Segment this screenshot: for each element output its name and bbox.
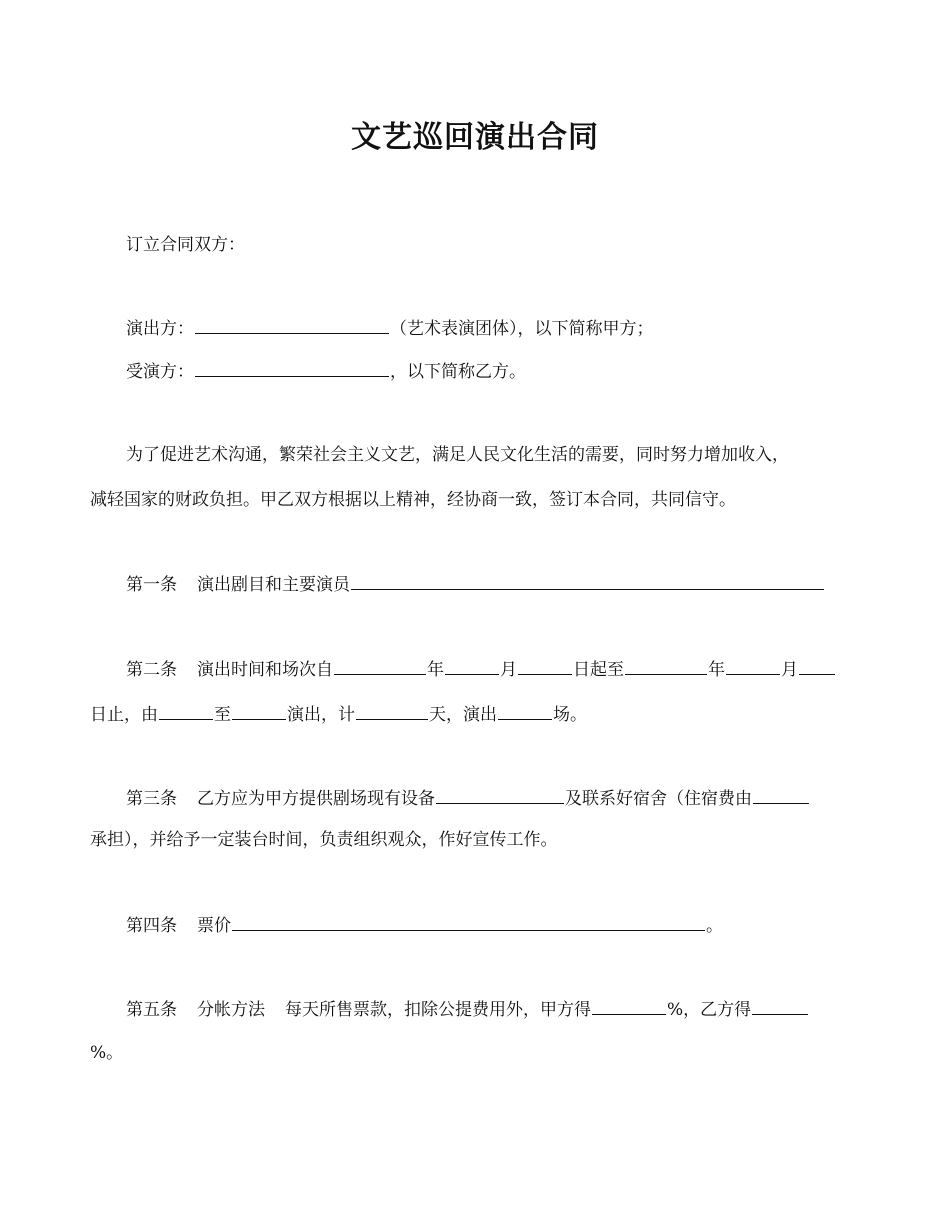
year-label: 年: [427, 660, 444, 680]
parties-intro: 订立合同双方：: [126, 235, 245, 255]
shows-label: 场。: [553, 705, 587, 725]
article-2-line-1: [126, 658, 836, 681]
article-3-line-2: 承担），并给予一定装台时间，负责组织观众，作好宣传工作。: [90, 830, 558, 850]
year-label-2: 年: [708, 660, 725, 680]
start-month-blank[interactable]: [445, 658, 499, 675]
party-b-share-blank[interactable]: [752, 998, 808, 1015]
month-label: 月: [500, 660, 517, 680]
start-year-blank[interactable]: [334, 658, 426, 675]
article-5-text: 每天所售票款，扣除公提费用外，甲方得: [285, 1000, 591, 1020]
article-4: [126, 914, 723, 937]
from-place-blank[interactable]: [159, 703, 213, 720]
to-place-blank[interactable]: [232, 703, 286, 720]
repertoire-blank[interactable]: [351, 573, 824, 590]
perform-label: 演出，计: [287, 705, 355, 725]
day-to-label: 日止，由: [90, 705, 158, 725]
shows-count-blank[interactable]: [498, 703, 552, 720]
article-5-line-2: %。: [90, 1043, 124, 1063]
article-4-end: 。: [706, 916, 723, 936]
ticket-price-blank[interactable]: [232, 914, 705, 931]
performer-label: 演出方：: [126, 319, 194, 339]
performer-suffix: （艺术表演团体），以下简称甲方；: [390, 319, 654, 339]
ticket-price-label: 票价: [197, 916, 231, 936]
article-5-heading: 第五条: [126, 1000, 177, 1020]
lodging-payer-blank[interactable]: [753, 787, 809, 804]
day-from-label: 日起至: [573, 660, 624, 680]
split-method-label: 分帐方法: [197, 1000, 265, 1020]
days-count-blank[interactable]: [356, 703, 428, 720]
article-2-heading: 第二条: [126, 660, 177, 680]
end-month-blank[interactable]: [726, 658, 780, 675]
performer-line: [126, 317, 654, 340]
end-day-blank[interactable]: [799, 658, 835, 675]
host-name-blank[interactable]: [195, 360, 389, 377]
article-1-text: 演出剧目和主要演员: [197, 575, 350, 595]
article-5-line-1: [126, 998, 809, 1021]
host-line: [126, 360, 526, 383]
start-day-blank[interactable]: [518, 658, 572, 675]
month-label-2: 月: [781, 660, 798, 680]
article-3-line-1: [126, 787, 810, 810]
article-3-text: 乙方应为甲方提供剧场现有设备: [197, 789, 435, 809]
party-b-share-label: %，乙方得: [667, 1000, 752, 1020]
preamble-line-1: 为了促进艺术沟通，繁荣社会主义文艺，满足人民文化生活的需要，同时努力增加收入，: [126, 445, 789, 465]
performer-name-blank[interactable]: [195, 317, 389, 334]
host-suffix: ，以下简称乙方。: [390, 362, 526, 382]
article-2-text: 演出时间和场次自: [197, 660, 333, 680]
host-label: 受演方：: [126, 362, 194, 382]
article-4-heading: 第四条: [126, 916, 177, 936]
article-3-heading: 第三条: [126, 789, 177, 809]
article-2-line-2: [90, 703, 587, 726]
document-title: 文艺巡回演出合同: [351, 120, 599, 155]
to-label: 至: [214, 705, 231, 725]
party-a-share-blank[interactable]: [592, 998, 666, 1015]
end-year-blank[interactable]: [625, 658, 707, 675]
article-3-text-2: 及联系好宿舍（住宿费由: [565, 789, 752, 809]
article-1-heading: 第一条: [126, 575, 177, 595]
preamble-line-2: 减轻国家的财政负担。甲乙双方根据以上精神，经协商一致，签订本合同，共同信守。: [90, 490, 736, 510]
equipment-blank[interactable]: [436, 787, 564, 804]
days-label: 天，演出: [429, 705, 497, 725]
article-1: [126, 573, 825, 596]
